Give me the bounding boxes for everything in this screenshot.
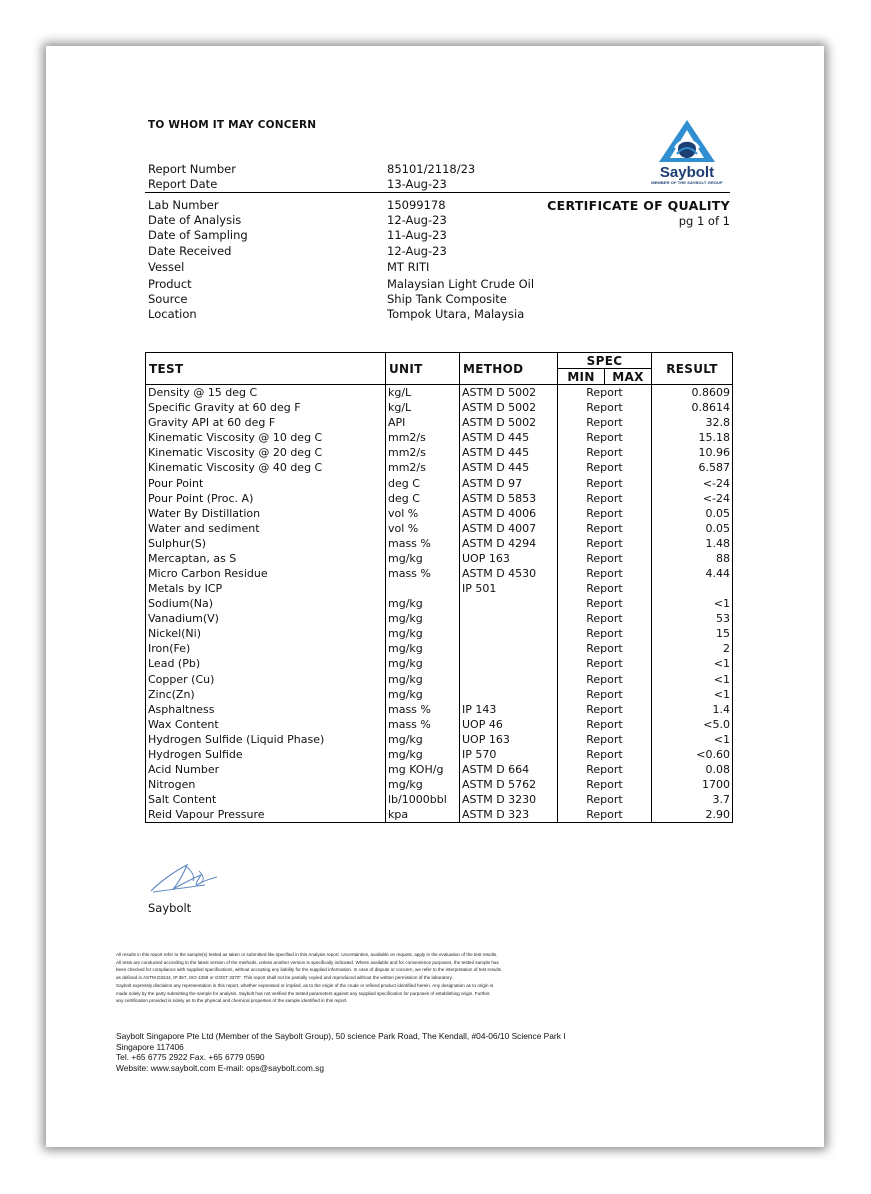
cell-method: UOP 46: [460, 717, 558, 732]
cell-method: ASTM D 4294: [460, 536, 558, 551]
cell-spec: Report: [558, 626, 652, 641]
cell-unit: mg/kg: [386, 687, 460, 702]
cell-spec: Report: [558, 792, 652, 807]
cell-unit: mg/kg: [386, 596, 460, 611]
lab-number-value: 15099178: [387, 198, 446, 212]
cell-test: Iron(Fe): [146, 641, 386, 656]
report-info-labels: [148, 162, 236, 192]
page-indicator: pg 1 of 1: [678, 214, 730, 228]
cell-result: 88: [652, 551, 733, 566]
disclaimer-line: made solely by the party submitting the sample for analysis. Saybolt has not verified the tested parameters against any supplied specification for purposes of establishing origin. Further,: [116, 990, 491, 996]
cell-method: UOP 163: [460, 732, 558, 747]
cell-spec: Report: [558, 732, 652, 747]
cell-result: 0.08: [652, 762, 733, 777]
results-body: [146, 385, 733, 823]
cell-unit: mg/kg: [386, 626, 460, 641]
cell-spec: Report: [558, 536, 652, 551]
disclaimer-line: All results in this report refer to the sample(s) tested as taken or submitted like specified in this Analysis report. Uncertainties, available on request, apply in the evaluation of the test results.: [116, 952, 498, 957]
cell-test: Lead (Pb): [146, 656, 386, 671]
cell-unit: mg/kg: [386, 671, 460, 686]
table-row: [146, 521, 733, 536]
cell-test: Nickel(Ni): [146, 626, 386, 641]
cell-result: <1: [652, 596, 733, 611]
cell-result: [652, 581, 733, 596]
cell-test: Pour Point: [146, 475, 386, 490]
cell-method: ASTM D 445: [460, 445, 558, 460]
header-method: METHOD: [460, 353, 558, 385]
cell-method: ASTM D 445: [460, 430, 558, 445]
table-row: [146, 596, 733, 611]
cell-test: Water and sediment: [146, 521, 386, 536]
cell-test: Kinematic Viscosity @ 20 deg C: [146, 445, 386, 460]
cell-unit: vol %: [386, 521, 460, 536]
cell-unit: mg/kg: [386, 732, 460, 747]
cell-spec: Report: [558, 581, 652, 596]
cell-result: 15.18: [652, 430, 733, 445]
cell-method: ASTM D 97: [460, 475, 558, 490]
cell-spec: Report: [558, 415, 652, 430]
table-row: [146, 717, 733, 732]
table-row: [146, 506, 733, 521]
cell-spec: Report: [558, 777, 652, 792]
header-test: TEST: [146, 353, 386, 385]
cell-result: 0.05: [652, 506, 733, 521]
cell-spec: Report: [558, 400, 652, 415]
cell-test: Sodium(Na): [146, 596, 386, 611]
report-info-values: [387, 162, 475, 192]
cell-method: ASTM D 445: [460, 460, 558, 475]
date-of-analysis-label: Date of Analysis: [148, 213, 242, 228]
table-row: [146, 792, 733, 807]
cell-result: <1: [652, 656, 733, 671]
cell-spec: Report: [558, 611, 652, 626]
cell-result: 1700: [652, 777, 733, 792]
cell-spec: Report: [558, 596, 652, 611]
cell-test: Reid Vapour Pressure: [146, 807, 386, 823]
cell-result: <0.60: [652, 747, 733, 762]
cell-unit: mm2/s: [386, 445, 460, 460]
cell-spec: Report: [558, 566, 652, 581]
header-unit: UNIT: [386, 353, 460, 385]
table-row: [146, 807, 733, 823]
cell-result: 3.7: [652, 792, 733, 807]
sample-info-labels: [148, 198, 248, 323]
table-row: [146, 581, 733, 596]
cell-unit: deg C: [386, 475, 460, 490]
results-table: [145, 352, 733, 823]
cell-test: Zinc(Zn): [146, 687, 386, 702]
cell-method: ASTM D 5853: [460, 491, 558, 506]
vessel-value: MT RITI: [387, 260, 430, 275]
cell-spec: Report: [558, 717, 652, 732]
cell-spec: Report: [558, 491, 652, 506]
location-value: Tompok Utara, Malaysia: [387, 307, 525, 322]
sample-info-values: [387, 198, 534, 323]
cell-unit: mass %: [386, 702, 460, 717]
cell-result: 10.96: [652, 445, 733, 460]
cell-test: Mercaptan, as S: [146, 551, 386, 566]
cell-result: <-24: [652, 475, 733, 490]
cell-test: Gravity API at 60 deg F: [146, 415, 386, 430]
disclaimer: [116, 951, 636, 1005]
vessel-label: Vessel: [148, 260, 185, 275]
cell-spec: Report: [558, 385, 652, 401]
cell-result: 6.587: [652, 460, 733, 475]
cell-spec: Report: [558, 430, 652, 445]
cell-method: IP 501: [460, 581, 558, 596]
cell-method: ASTM D 323: [460, 807, 558, 823]
cell-unit: mm2/s: [386, 460, 460, 475]
table-row: [146, 656, 733, 671]
cell-method: UOP 163: [460, 551, 558, 566]
cell-method: [460, 611, 558, 626]
cell-unit: kg/L: [386, 400, 460, 415]
table-row: [146, 702, 733, 717]
disclaimer-line: Saybolt expressly disclaims any representation in this report, whether expressed or implied, as to the origin of the crude or refined product identified herein. Any designation as to origin is: [116, 982, 494, 988]
report-number-value: 85101/2118/23: [387, 162, 476, 176]
cell-method: [460, 596, 558, 611]
cell-test: Density @ 15 deg C: [146, 385, 386, 401]
header-divider: [145, 192, 730, 193]
footer-phone: Tel. +65 6775 2922 Fax. +65 6779 0590: [116, 1052, 265, 1063]
date-of-analysis-value: 12-Aug-23: [387, 213, 447, 228]
location-label: Location: [148, 307, 197, 322]
table-row: [146, 641, 733, 656]
cell-unit: lb/1000bbl: [386, 792, 460, 807]
cell-unit: mg/kg: [386, 641, 460, 656]
cell-test: Hydrogen Sulfide: [146, 747, 386, 762]
cell-method: ASTM D 3230: [460, 792, 558, 807]
disclaimer-line: any certification provided is solely as to the physical and chemical properties of the sample identified in this report.: [116, 998, 348, 1004]
cell-method: ASTM D 5002: [460, 415, 558, 430]
table-row: [146, 430, 733, 445]
table-row: [146, 687, 733, 702]
cell-spec: Report: [558, 702, 652, 717]
cell-test: Acid Number: [146, 762, 386, 777]
header-max: MAX: [605, 369, 652, 385]
cell-spec: Report: [558, 762, 652, 777]
cell-unit: mass %: [386, 717, 460, 732]
cell-test: Nitrogen: [146, 777, 386, 792]
cell-unit: vol %: [386, 506, 460, 521]
product-label: Product: [148, 276, 192, 291]
cell-method: IP 570: [460, 747, 558, 762]
cell-result: <1: [652, 671, 733, 686]
cell-method: IP 143: [460, 702, 558, 717]
cell-method: [460, 626, 558, 641]
cell-test: Vanadium(V): [146, 611, 386, 626]
source-value: Ship Tank Composite: [387, 292, 507, 307]
cell-test: Hydrogen Sulfide (Liquid Phase): [146, 732, 386, 747]
cell-test: Salt Content: [146, 792, 386, 807]
table-row: [146, 747, 733, 762]
cell-result: <-24: [652, 491, 733, 506]
signature-image: [147, 861, 225, 897]
table-row: [146, 732, 733, 747]
table-row: [146, 611, 733, 626]
cell-unit: deg C: [386, 491, 460, 506]
cell-unit: mm2/s: [386, 430, 460, 445]
table-row: [146, 626, 733, 641]
logo-tagline: MEMBER OF THE SAYBOLT GROUP: [651, 180, 723, 185]
cell-test: Metals by ICP: [146, 581, 386, 596]
report-date-value: 13-Aug-23: [387, 177, 447, 192]
cell-method: [460, 641, 558, 656]
cell-result: 0.8609: [652, 385, 733, 401]
cell-test: Pour Point (Proc. A): [146, 491, 386, 506]
table-row: [146, 551, 733, 566]
cell-spec: Report: [558, 506, 652, 521]
report-date-label: Report Date: [148, 177, 218, 192]
cell-result: 0.05: [652, 521, 733, 536]
table-row: [146, 777, 733, 792]
cell-result: 0.8614: [652, 400, 733, 415]
cell-result: <1: [652, 687, 733, 702]
saybolt-logo-icon: [657, 118, 717, 164]
cell-result: 4.44: [652, 566, 733, 581]
cell-spec: Report: [558, 445, 652, 460]
cell-result: 2: [652, 641, 733, 656]
cell-spec: Report: [558, 460, 652, 475]
table-row: [146, 445, 733, 460]
cell-method: ASTM D 5002: [460, 400, 558, 415]
table-row: [146, 566, 733, 581]
cell-result: 15: [652, 626, 733, 641]
cell-test: Asphaltness: [146, 702, 386, 717]
lab-number-label: Lab Number: [148, 198, 219, 212]
cell-test: Water By Distillation: [146, 506, 386, 521]
cell-unit: mg/kg: [386, 611, 460, 626]
date-of-sampling-value: 11-Aug-23: [387, 228, 447, 243]
certificate-page: [46, 46, 824, 1147]
cell-unit: kpa: [386, 807, 460, 823]
table-row: [146, 460, 733, 475]
cell-spec: Report: [558, 551, 652, 566]
cell-unit: mg KOH/g: [386, 762, 460, 777]
cell-method: ASTM D 5002: [460, 385, 558, 401]
date-of-sampling-label: Date of Sampling: [148, 228, 248, 243]
cell-method: [460, 656, 558, 671]
cell-spec: Report: [558, 641, 652, 656]
table-row: [146, 415, 733, 430]
header-result: RESULT: [652, 353, 733, 385]
cell-test: Kinematic Viscosity @ 40 deg C: [146, 460, 386, 475]
certificate-title: CERTIFICATE OF QUALITY: [547, 198, 730, 213]
cell-spec: Report: [558, 687, 652, 702]
table-row: [146, 536, 733, 551]
cell-method: ASTM D 5762: [460, 777, 558, 792]
cell-spec: Report: [558, 656, 652, 671]
saybolt-logo: [644, 118, 730, 188]
cell-unit: API: [386, 415, 460, 430]
footer-address: Saybolt Singapore Pte Ltd (Member of the Saybolt Group), 50 science Park Road, The Kendall, #04-06/10 Science Park I: [116, 1031, 566, 1041]
cell-unit: mass %: [386, 566, 460, 581]
table-row: [146, 400, 733, 415]
cell-spec: Report: [558, 671, 652, 686]
cell-spec: Report: [558, 475, 652, 490]
logo-name: Saybolt: [659, 164, 715, 181]
cell-test: Specific Gravity at 60 deg F: [146, 400, 386, 415]
header-min: MIN: [558, 369, 605, 385]
cell-method: [460, 687, 558, 702]
cell-result: <1: [652, 732, 733, 747]
table-row: [146, 491, 733, 506]
cell-test: Sulphur(S): [146, 536, 386, 551]
disclaimer-line: been checked for compliance with supplied specifications, without accepting any liability for the supplied information. In case of dispute or concern, we refer to the interpretation of test results: [116, 967, 502, 973]
cell-method: ASTM D 664: [460, 762, 558, 777]
cell-unit: mg/kg: [386, 747, 460, 762]
source-label: Source: [148, 292, 188, 307]
cell-spec: Report: [558, 521, 652, 536]
table-row: [146, 385, 733, 401]
cell-unit: kg/L: [386, 385, 460, 401]
cell-test: Micro Carbon Residue: [146, 566, 386, 581]
cell-spec: Report: [558, 747, 652, 762]
cell-unit: mass %: [386, 536, 460, 551]
cell-method: [460, 671, 558, 686]
cell-method: ASTM D 4007: [460, 521, 558, 536]
table-row: [146, 475, 733, 490]
cell-result: <5.0: [652, 717, 733, 732]
cell-result: 1.48: [652, 536, 733, 551]
cell-test: Wax Content: [146, 717, 386, 732]
cell-unit: mg/kg: [386, 551, 460, 566]
signatory-name: Saybolt: [148, 901, 192, 915]
cell-test: Kinematic Viscosity @ 10 deg C: [146, 430, 386, 445]
report-number-label: Report Number: [148, 162, 236, 176]
table-row: [146, 762, 733, 777]
cell-unit: mg/kg: [386, 656, 460, 671]
cell-method: ASTM D 4530: [460, 566, 558, 581]
date-received-label: Date Received: [148, 243, 232, 258]
cell-result: 53: [652, 611, 733, 626]
header-spec: SPEC: [558, 353, 652, 369]
salutation: TO WHOM IT MAY CONCERN: [148, 119, 317, 131]
cell-unit: mg/kg: [386, 777, 460, 792]
product-value: Malaysian Light Crude Oil: [387, 276, 535, 291]
footer-web-email: Website: www.saybolt.com E-mail: ops@saybolt.com.sg: [116, 1062, 325, 1073]
cell-method: ASTM D 4006: [460, 506, 558, 521]
cell-test: Copper (Cu): [146, 671, 386, 686]
company-footer: [116, 1031, 566, 1073]
date-received-value: 12-Aug-23: [387, 243, 447, 258]
cell-unit: [386, 581, 460, 596]
table-row: [146, 671, 733, 686]
cell-result: 2.90: [652, 807, 733, 823]
cell-spec: Report: [558, 807, 652, 823]
footer-postcode: Singapore 117406: [116, 1041, 184, 1052]
cell-result: 1.4: [652, 702, 733, 717]
disclaimer-line: as defined in ASTM D3244, IP 367, ISO 4259 or GOST 3370". This report shall not be partially copied and reproduced without the written permission of the laboratory.: [116, 975, 453, 981]
cell-result: 32.8: [652, 415, 733, 430]
disclaimer-line: All tests are conducted according to the latest version of the methods, unless another version is specifically indicated. Where available and for convenience purposes, the tested sample has: [116, 959, 499, 965]
